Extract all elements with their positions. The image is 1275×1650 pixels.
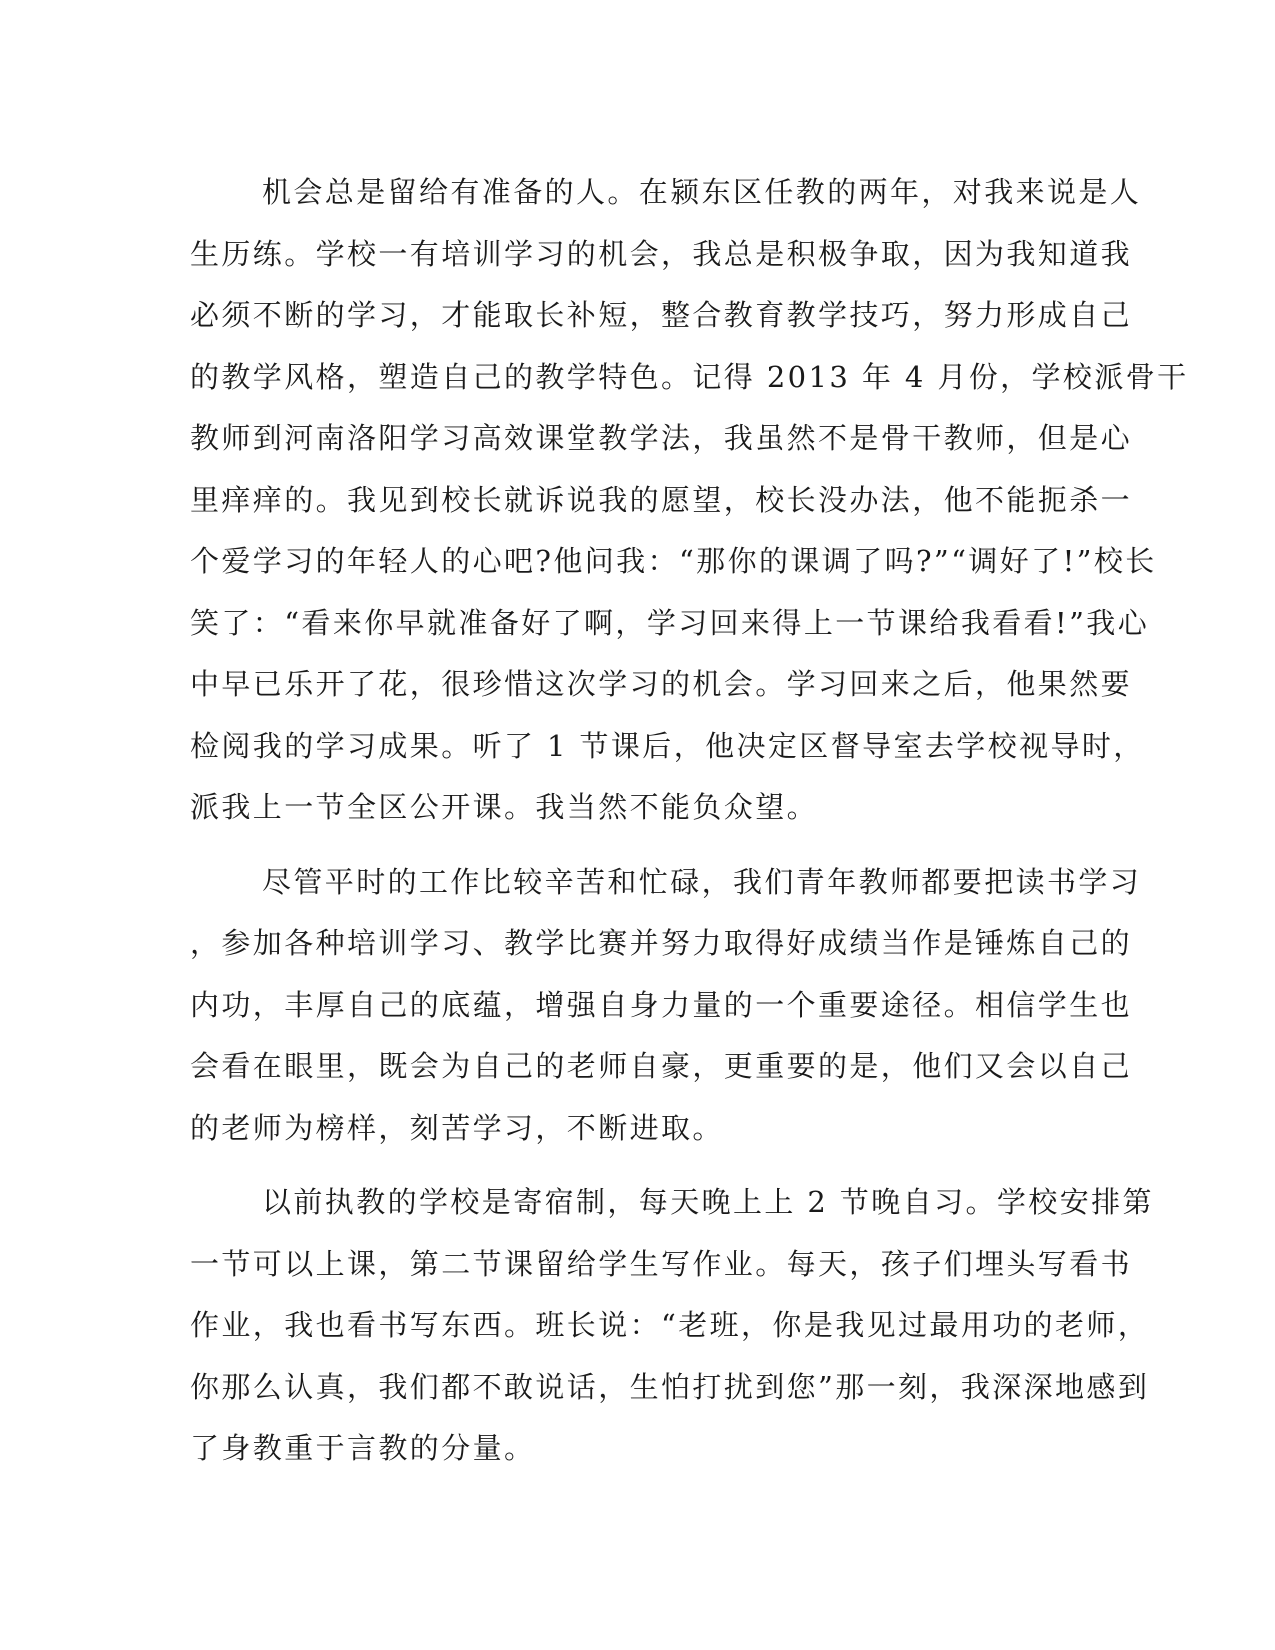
text-line: 会看在眼里，既会为自己的老师自豪，更重要的是，他们又会以自己 [190, 1049, 1133, 1083]
text-line: 你那么认真，我们都不敢说话，生怕打扰到您”那一刻，我深深地感到 [190, 1369, 1150, 1404]
text-line: 的教学风格，塑造自己的教学特色。记得 2013 年 4 月份，学校派骨干 [190, 359, 1189, 394]
text-line: 教师到河南洛阳学习高效课堂教学法，我虽然不是骨干教师，但是心 [190, 421, 1133, 455]
text-line: 必须不断的学习，才能取长补短，整合教育教学技巧，努力形成自己 [190, 298, 1133, 332]
text-line: 中早已乐开了花，很珍惜这次学习的机会。学习回来之后，他果然要 [190, 667, 1133, 701]
text-line: 尽管平时的工作比较辛苦和忙碌，我们青年教师都要把读书学习 [262, 864, 1142, 899]
text-line: 以前执教的学校是寄宿制，每天晚上上 2 节晚自习。学校安排第 [262, 1185, 1154, 1219]
text-line: 里痒痒的。我见到校长就诉说我的愿望，校长没办法，他不能扼杀一 [190, 482, 1133, 517]
text-line: 机会总是留给有准备的人。在颍东区任教的两年，对我来说是人 [262, 175, 1142, 209]
paragraph [190, 852, 1142, 1160]
text-line: 一节可以上课，第二节课留给学生写作业。每天，孩子们埋头写看书 [190, 1246, 1133, 1281]
document-body [190, 162, 1189, 1480]
text-line: 内功，丰厚自己的底蕴，增强自身力量的一个重要途径。相信学生也 [190, 987, 1133, 1022]
text-line: ，参加各种培训学习、教学比赛并努力取得好成绩当作是锤炼自己的 [190, 926, 1133, 960]
text-line: 个爱学习的年轻人的心吧?他问我：“那你的课调了吗?”“调好了!”校长 [190, 544, 1157, 578]
paragraph [190, 162, 1189, 839]
text-line: 派我上一节全区公开课。我当然不能负众望。 [190, 790, 819, 824]
text-line: 的老师为榜样，刻苦学习，不断进取。 [190, 1110, 724, 1145]
text-line: 生历练。学校一有培训学习的机会，我总是积极争取，因为我知道我 [190, 236, 1133, 271]
paragraph [190, 1172, 1154, 1480]
text-line: 检阅我的学习成果。听了 1 节课后，他决定区督导室去学校视导时， [190, 728, 1145, 763]
text-line: 笑了：“看来你早就准备好了啊，学习回来得上一节课给我看看!”我心 [190, 605, 1150, 640]
text-line: 作业，我也看书写东西。班长说：“老班，你是我见过最用功的老师， [190, 1308, 1150, 1342]
text-line: 了身教重于言教的分量。 [190, 1431, 536, 1465]
paragraph-spacing [190, 1159, 1075, 1172]
paragraph-spacing [190, 839, 1075, 852]
